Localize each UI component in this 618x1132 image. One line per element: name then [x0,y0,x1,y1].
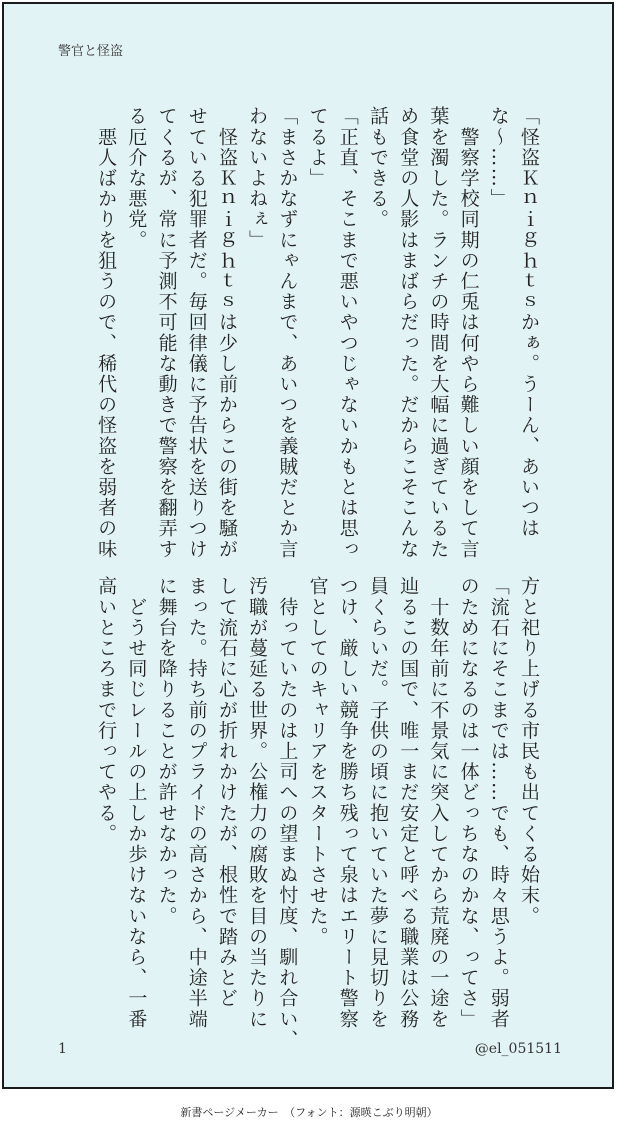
text-line: 高いところまで行ってやる。 [95,576,118,844]
text-line: 汚職が蔓延る世界。公権力の腐敗を目の当たりに [246,576,269,1030]
text-line: 「流石にそこまでは……でも、時々思うよ。弱者 [487,576,510,1030]
text-line: 警察学校同期の仁兎は何やら難しい顔をして言 [457,106,480,560]
text-line: 「怪盗Ｋｎｉｇｈｔｓかぁ。うーん、あいつは [518,106,540,539]
text-line: め食堂の人影はまばらだった。だからこそこんな [397,106,420,560]
text-line: 十数年前に不景気に突入してから荒廃の一途を [427,576,450,1030]
text-line: に舞台を降りることが許せなかった。 [155,576,178,927]
book-page [2,2,614,1089]
text-line: のためになるのは一体どっちなのかな、ってさ」 [457,576,480,1030]
text-line: 怪盗Ｋｎｉｇｈｔｓは少し前からこの街を騒が [215,106,238,560]
text-line: して流石に心が折れかけたが、根性で踏みとど [215,576,238,1009]
text-line: 辿るこの国で、唯一まだ安定と呼べる職業は公務 [397,576,420,1030]
text-line: 話もできる。 [366,106,389,230]
text-line: な〜……」 [487,106,510,209]
text-line: せている犯罪者だ。毎回律儀に予告状を送りつけ [185,106,208,560]
author-handle: @el_051511 [474,1041,562,1057]
text-line: 悪人ばかりを狙うので、稀代の怪盗を弱者の味 [95,106,118,560]
text-line: 「正直、そこまで悪いやつじゃないかもとは思っ [336,106,359,560]
text-line: 葉を濁した。ランチの時間を大幅に過ぎているた [427,106,450,560]
text-line: わないよねぇ」 [246,106,269,251]
text-line: まった。持ち前のプライドの高さから、中途半端 [185,576,208,1030]
text-line: 官としてのキャリアをスタートさせた。 [306,576,329,947]
text-line: てるよ」 [306,106,329,189]
chapter-title: 警官と怪盗 [58,44,124,59]
text-block-top [54,106,544,560]
text-line: る厄介な悪党。 [125,106,148,251]
text-line: 「まさかなずにゃんまで、あいつを義賊だとか言 [276,106,299,560]
text-line: つけ、厳しい競争を勝ち残って泉はエリート警察 [336,576,359,1030]
text-block-bottom [54,576,544,1050]
text-line: どうせ同じレールの上しか歩けないなら、一番 [125,576,148,1030]
generator-caption: 新書ページメーカー （フォント：源暎こぶり明朝） [180,1106,438,1119]
text-line: 方と祀り上げる市民も出てくる始末。 [518,576,540,927]
text-line: てくるが、常に予測不可能な動きで警察を翻弄す [155,106,178,560]
text-line: 待っていたのは上司への望まぬ忖度、馴れ合い、 [276,576,299,1050]
page-number: 1 [58,1041,67,1057]
text-line: 員くらいだ。子供の頃に抱いていた夢に見切りを [366,576,389,1030]
